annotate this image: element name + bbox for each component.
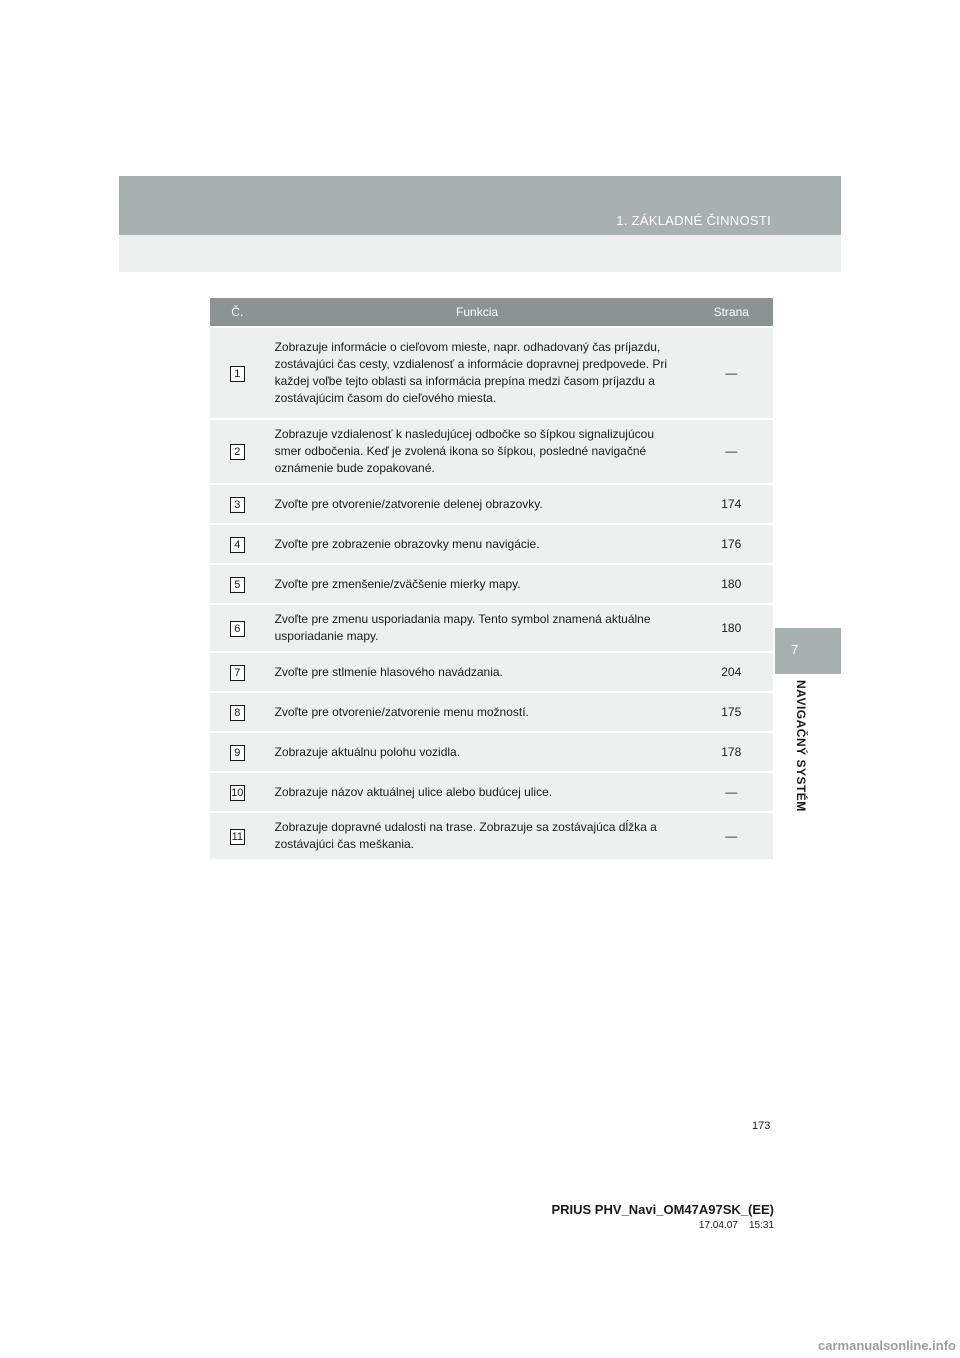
col-header-page: Strana [690,298,774,327]
document-date: 17.04.07 [698,1220,738,1231]
item-number-badge: 5 [230,577,245,593]
chapter-label: NAVIGAČNÝ SYSTÉM [794,680,808,812]
row-text: Zobrazuje informácie o cieľovom mieste, napr. odhadovaný čas príjazdu, zostávajúci čas cesty, vzdialenosť a informácie dopravnej predpovede. Pri každej voľbe tejto oblasti sa informácia prepína medzi časom príjazdu a zostávajúcim časom do cieľového miesta. [265,327,690,419]
document-time: 15:31 [748,1220,774,1231]
table-row [210,604,773,652]
watermark: carmanualsonline.info [818,1338,956,1353]
row-text: Zvoľte pre zmenšenie/zväčšenie mierky mapy. [265,564,690,604]
section-title: 1. ZÁKLADNÉ ČINNOSTI [616,213,771,228]
function-table [210,298,773,859]
table-row [210,484,773,524]
row-text: Zvoľte pre zobrazenie obrazovky menu navigácie. [265,524,690,564]
document-timestamp [699,1220,774,1231]
table-row [210,812,773,859]
chapter-tab [775,628,841,674]
row-text: Zobrazuje vzdialenosť k nasledujúcej odbočke so šípkou signalizujúcou smer odbočenia. Keď je zvolená ikona so šípkou, posledné navigačné oznámenie bude zopakované. [265,419,690,484]
page-number: 173 [752,1120,771,1132]
col-header-function: Funkcia [265,298,690,327]
item-number-badge: 8 [230,705,245,721]
table-row [210,524,773,564]
item-number-badge: 11 [231,830,243,843]
header-subband [119,235,841,272]
item-number-badge: 7 [230,665,245,681]
row-text: Zobrazuje aktuálnu polohu vozidla. [265,732,690,772]
chapter-number: 7 [791,642,799,657]
item-number-badge: 3 [230,497,245,513]
table-row [210,692,773,732]
table-row [210,564,773,604]
row-text: Zobrazuje dopravné udalosti na trase. Zobrazuje sa zostávajúca dĺžka a zostávajúci čas meškania. [265,812,690,859]
row-page: 176 [690,524,774,564]
row-page: — [690,772,774,812]
table-row [210,327,773,419]
row-page: — [690,419,774,484]
item-number-badge: 1 [230,366,245,382]
table-row [210,772,773,812]
table-row [210,652,773,692]
row-page: 175 [690,692,774,732]
row-page: 174 [690,484,774,524]
table-row [210,732,773,772]
row-page: 180 [690,604,774,652]
row-page: 178 [690,732,774,772]
table-header-row [210,298,773,327]
row-text: Zvoľte pre stlmenie hlasového navádzania. [265,652,690,692]
row-page: 204 [690,652,774,692]
row-text: Zvoľte pre otvorenie/zatvorenie delenej obrazovky. [265,484,690,524]
col-header-no: Č. [210,298,265,327]
row-page: — [690,812,774,859]
document-code: PRIUS PHV_Navi_OM47A97SK_(EE) [551,1202,774,1217]
header-band [119,176,841,235]
item-number-badge: 2 [230,444,245,460]
row-text: Zvoľte pre otvorenie/zatvorenie menu možností. [265,692,690,732]
item-number-badge: 6 [230,621,245,637]
item-number-badge: 10 [231,786,244,799]
row-text: Zvoľte pre zmenu usporiadania mapy. Tento symbol znamená aktuálne usporiadanie mapy. [265,604,690,652]
row-text: Zobrazuje názov aktuálnej ulice alebo budúcej ulice. [265,772,690,812]
table-row [210,419,773,484]
item-number-badge: 9 [230,745,245,761]
row-page: 180 [690,564,774,604]
item-number-badge: 4 [230,537,245,553]
row-page: — [690,327,774,419]
